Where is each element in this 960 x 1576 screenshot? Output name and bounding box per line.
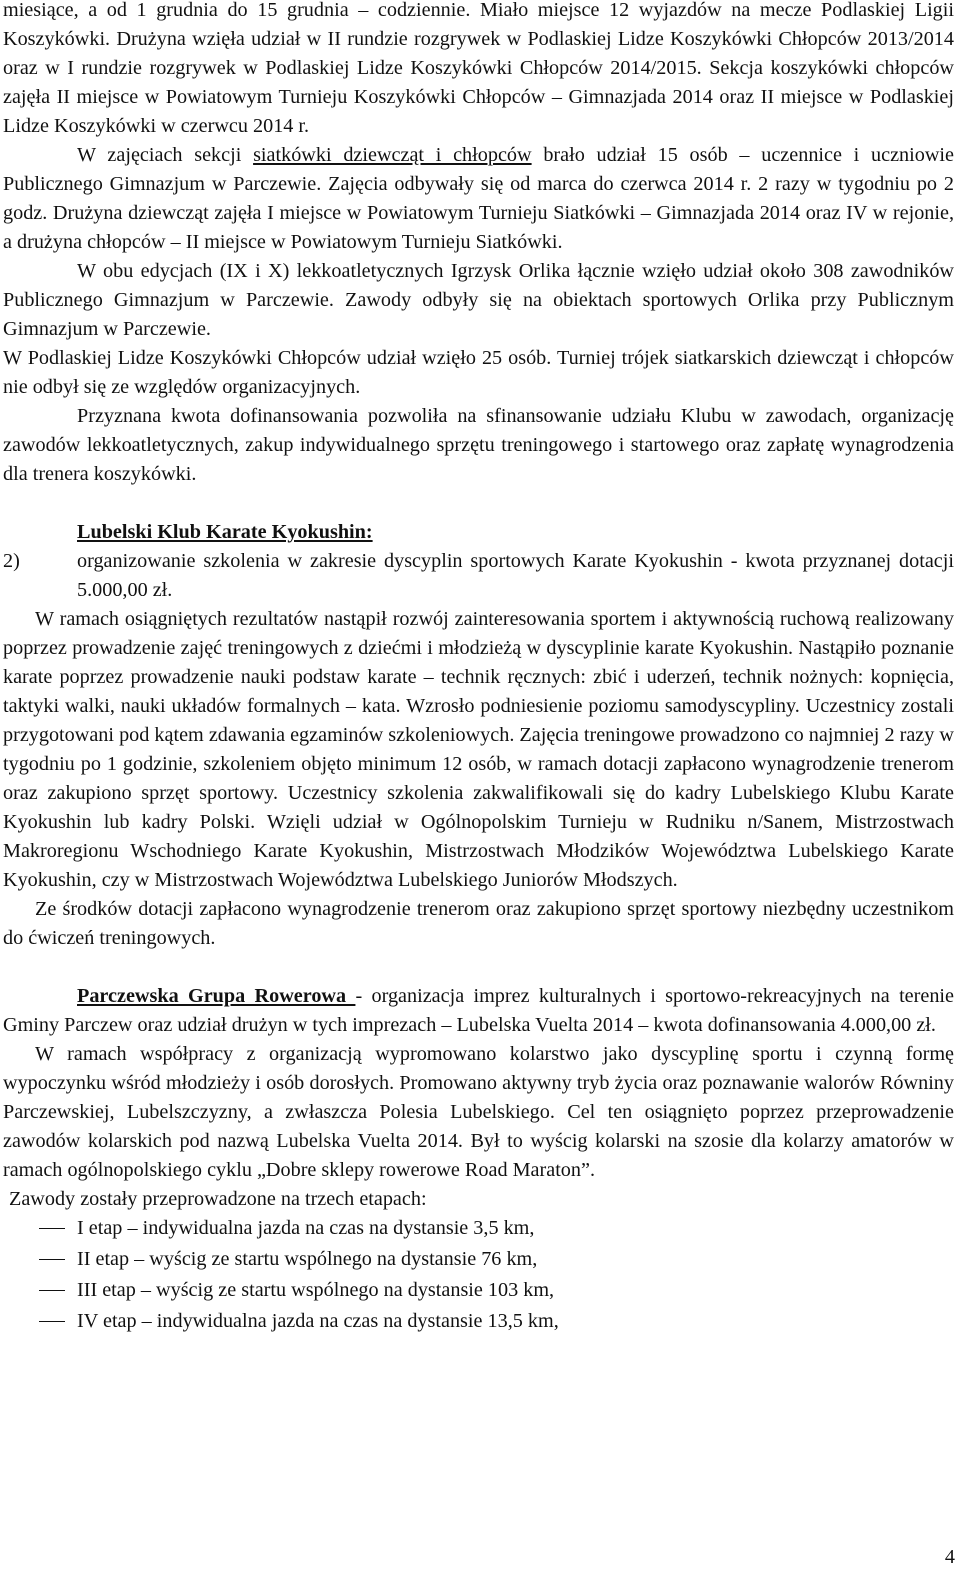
- paragraph-rower-intro: Parczewska Grupa Rowerowa - organizacja imprez kulturalnych i sportowo-rekreacyjnych na terenie Gminy Parczew oraz udział drużyn w tych imprezach – Lubelska Vuelta 2014 – kwota dofinansowania 4.000,00 zł.: [3, 985, 954, 1036]
- spacer: [3, 489, 954, 518]
- paragraph-funding: Przyznana kwota dofinansowania pozwoliła na sfinansowanie udziału Klubu w zawodach, organizację zawodów lekkoatletycznych, zakup indywidualnego sprzętu treningowego i startowego oraz zapłatę wynagrodzenia dla trenera koszykówki.: [3, 405, 954, 485]
- karate-item: [3, 547, 954, 605]
- dash-bullet-icon: [39, 1228, 65, 1229]
- rower-heading: Parczewska Grupa Rowerowa: [77, 985, 356, 1007]
- karate-heading-line: [3, 518, 954, 547]
- list-item: I etap – indywidualna jazda na czas na dystansie 3,5 km,: [3, 1214, 954, 1243]
- dash-bullet-icon: [39, 1290, 65, 1291]
- paragraph-league: W Podlaskiej Lidze Koszykówki Chłopców udział wzięło 25 osób. Turniej trójek siatkarskich dziewcząt i chłopców nie odbył się ze względów organizacyjnych.: [3, 347, 954, 398]
- karate-item-label: 2): [3, 550, 20, 572]
- list-item: III etap – wyścig ze startu wspólnego na dystansie 103 km,: [3, 1276, 954, 1305]
- spacer: [3, 953, 954, 982]
- list-item: IV etap – indywidualna jazda na czas na dystansie 13,5 km,: [3, 1307, 954, 1336]
- dash-bullet-icon: [39, 1321, 65, 1322]
- paragraph-karate-funds: Ze środków dotacji zapłacono wynagrodzenie trenerom oraz zakupiono sprzęt sportowy niezbędny uczestnikom do ćwiczeń treningowych.: [3, 898, 954, 949]
- page-number: 4: [944, 1546, 955, 1568]
- document-body: [3, 0, 954, 1336]
- volleyball-underlined: siatkówki dziewcząt i chłopców: [253, 144, 532, 166]
- paragraph-orlik: W obu edycjach (IX i X) lekkoatletycznych Igrzysk Orlika łącznie wzięło udział około 308 zawodników Publicznego Gimnazjum w Parczewie. Zawody odbyły się na obiektach sportowych Orlika przy Publicznym Gimnazjum w Parczewie.: [3, 260, 954, 340]
- paragraph-basketball: miesiące, a od 1 grudnia do 15 grudnia – codziennie. Miało miejsce 12 wyjazdów na mecze Podlaskiej Ligii Koszykówki. Drużyna wzięła udział w II rundzie rozgrywek w Podlaskiej Lidze Koszykówki Chłopców 2013/2014 oraz w I rundzie rozgrywek w Podlaskiej Lidze Koszykówki Chłopców 2014/2015. Sekcja koszykówki chłopców zajęła II miejsce w Powiatowym Turnieju Koszykówki Chłopców – Gimnazjada 2014 oraz II miejsce w Podlaskiej Lidze Koszykówki w czerwcu 2014 r.: [3, 0, 954, 137]
- karate-heading: Lubelski Klub Karate Kyokushin:: [77, 521, 373, 543]
- paragraph-karate-results: W ramach osiągniętych rezultatów nastąpił rozwój zainteresowania sportem i aktywnością ruchową realizowany poprzez prowadzenie zajęć treningowych z dziećmi i młodzieżą w dyscyplinie karate Kyokushin. Nastąpiło poznanie karate poprzez prowadzenie nauki podstaw karate – technik ręcznych: zbić i uderzeń, technik nożnych: kopnięcia, taktyki walki, nauki układów formalnych – kata. Wzrosło podniesienie poziomu samodyscypliny. Uczestnicy zostali przygotowani pod kątem zdawania egzaminów szkoleniowych. Zajęcia treningowe prowadzono co najmniej 2 razy w tygodniu po 1 godzinie, szkoleniem objęto minimum 12 osób, w ramach dotacji zapłacono wynagrodzenie trenerom oraz zakupiono sprzęt sportowy. Uczestnicy szkolenia zakwalifikowali się do kadry Lubelskiego Klubu Karate Kyokushin lub kadry Polski. Wzięli udział w Ogólnopolskim Turnieju w Rudniku n/Sanem, Mistrzostwach Makroregionu Wschodniego Karate Kyokushin, Mistrzostwach Młodzików Województwa Lubelskiego Karate Kyokushin, czy w Mistrzostwach Województwa Lubelskiego Juniorów Młodszych.: [3, 608, 954, 891]
- paragraph-volleyball: W zajęciach sekcji siatkówki dziewcząt i chłopców brało udział 15 osób – uczennice i uczniowie Publicznego Gimnazjum w Parczewie. Zajęcia odbywały się od marca do czerwca 2014 r. 2 razy w tygodniu po 2 godz. Drużyna dziewcząt zajęła I miejsce w Powiatowym Turnieju Siatkówki – Gimnazjada 2014 oraz IV w rejonie, a drużyna chłopców – II miejsce w Powiatowym Turnieju Siatkówki.: [3, 144, 954, 253]
- paragraph-rower-cooperation: W ramach współpracy z organizacją wypromowano kolarstwo jako dyscyplinę sportu i czynną formę wypoczynku wśród młodzieży i osób dorosłych. Promowano aktywny tryb życia oraz poznawanie walorów Równiny Parczewskiej, Lubelszczyzny, a zwłaszcza Polesia Lubelskiego. Cel ten osiągnięto poprzez przeprowadzenie zawodów kolarskich pod nazwą Lubelska Vuelta 2014. Był to wyścig kolarski na szosie dla kolarzy amatorów w ramach ogólnopolskiego cyklu „Dobre sklepy rowerowe Road Maraton”.: [3, 1043, 954, 1181]
- paragraph-rower-stages-intro: Zawody zostały przeprowadzone na trzech etapach:: [9, 1188, 427, 1210]
- dash-bullet-icon: [39, 1259, 65, 1260]
- list-item: II etap – wyścig ze startu wspólnego na dystansie 76 km,: [3, 1245, 954, 1274]
- karate-item-text: organizowanie szkolenia w zakresie dyscyplin sportowych Karate Kyokushin - kwota przyznanej dotacji 5.000,00 zł.: [77, 550, 954, 601]
